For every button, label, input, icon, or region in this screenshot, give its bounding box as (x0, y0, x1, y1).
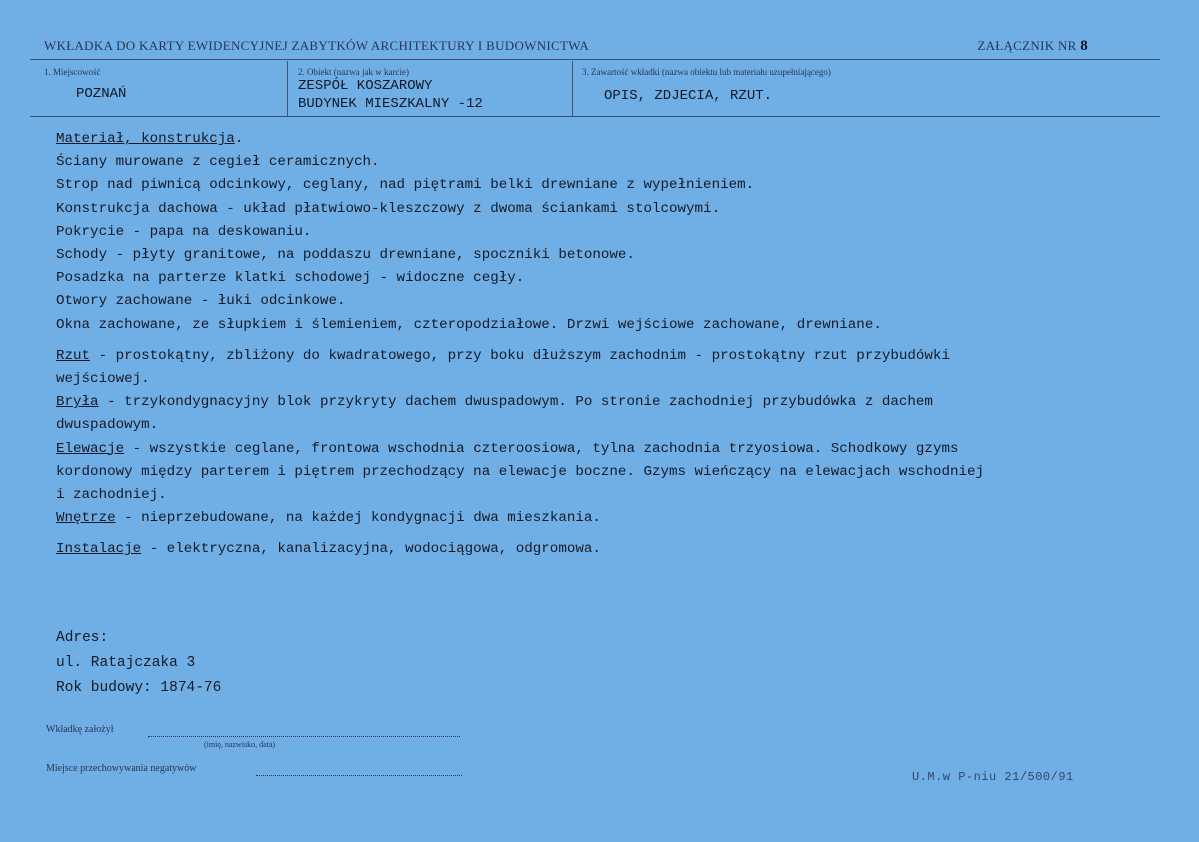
material-line: Otwory zachowane - łuki odcinkowe. (56, 293, 346, 310)
card-title: WKŁADKA DO KARTY EWIDENCYJNEJ ZABYTKÓW ARCHITEKTURY I BUDOWNICTWA (44, 38, 590, 53)
construction-year: Rok budowy: 1874-76 (56, 680, 222, 696)
address-block (56, 626, 221, 701)
negative-storage-label: Miejsce przechowywania negatywów (46, 763, 197, 774)
material-heading: Materiał, konstrukcja (56, 131, 235, 147)
material-line: Pokrycie - papa na deskowaniu. (56, 223, 312, 240)
annex-number: ZAŁĄCZNIK NR 8 (977, 38, 1088, 54)
wnetrze-line: Wnętrze - nieprzebudowane, na każdej kondygnacji dwa mieszkania. (56, 510, 601, 527)
elewacje-line: Elewacje - wszystkie ceglane, frontowa wschodnia czteroosiowa, tylna zachodnia trzyosiowa. Schodkowy gzyms (56, 440, 959, 457)
rzut-heading: Rzut (56, 347, 91, 364)
fields-divider (30, 116, 1160, 117)
material-heading-line: Materiał, konstrukcja. (56, 131, 244, 147)
material-line: Okna zachowane, ze słupkiem i ślemieniem, czteropodziałowe. Drzwi wejściowe zachowane, drewniane. (56, 316, 882, 333)
instalacje-heading: Instalacje (56, 541, 142, 558)
header-divider (30, 59, 1160, 60)
bryla-line: dwuspadowym. (56, 417, 159, 434)
created-by-line (148, 736, 460, 737)
bryla-line: Bryła - trzykondygnacyjny blok przykryty dachem dwuspadowym. Po stronie zachodniej przybudówka z dachem (56, 394, 933, 411)
elewacje-line: i zachodniej. (56, 487, 167, 504)
address-street: ul. Ratajczaka 3 (56, 655, 196, 671)
material-line: Strop nad piwnicą odcinkowy, ceglany, nad piętrami belki drewniane z wypełnieniem. (56, 177, 755, 194)
material-line: Ściany murowane z cegieł ceramicznych. (56, 154, 380, 171)
material-line: Posadzka na parterze klatki schodowej - widoczne cegły. (56, 270, 525, 287)
field-divider-2 (572, 61, 573, 117)
negative-storage-line (256, 775, 462, 776)
rzut-line: wejściowej. (56, 371, 150, 388)
created-by-label: Wkładkę założył (46, 724, 114, 735)
object-value-2: BUDYNEK MIESZKALNY -12 (298, 96, 483, 112)
locality-value: POZNAŃ (76, 86, 127, 102)
material-line: Konstrukcja dachowa - układ płatwiowo-kleszczowy z dwoma ściankami stolcowymi. (56, 200, 721, 217)
rzut-line: Rzut - prostokątny, zbliżony do kwadratowego, przy boku dłuższym zachodnim - prostokątny rzut przybudówki (56, 347, 950, 364)
created-by-hint: (imię, nazwisko, data) (204, 740, 276, 749)
bryla-heading: Bryła (56, 394, 99, 411)
wnetrze-heading: Wnętrze (56, 510, 116, 527)
office-stamp: U.M.w P-niu 21/500/91 (912, 770, 1074, 784)
field-divider-1 (287, 61, 288, 117)
elewacje-heading: Elewacje (56, 440, 125, 457)
address-label: Adres: (56, 630, 109, 646)
card-header (44, 38, 1154, 54)
content-value: OPIS, ZDJECIA, RZUT. (604, 88, 773, 104)
locality-label: 1. Miejscowość (44, 67, 101, 77)
description-body (56, 128, 1196, 562)
object-value-1: ZESPÓŁ KOSZAROWY (298, 78, 433, 94)
instalacje-line: Instalacje - elektryczna, kanalizacyjna, wodociągowa, odgromowa. (56, 541, 601, 558)
object-label: 2. Obiekt (nazwa jak w karcie) (298, 67, 409, 77)
elewacje-line: kordonowy między parterem i piętrem przechodzący na elewacje boczne. Gzyms wieńczący na elewacjach wschodniej (56, 463, 985, 480)
content-label: 3. Zawartość wkładki (nazwa obiektu lub materiału uzupełniającego) (582, 67, 831, 77)
material-line: Schody - płyty granitowe, na poddaszu drewniane, spoczniki betonowe. (56, 247, 635, 264)
